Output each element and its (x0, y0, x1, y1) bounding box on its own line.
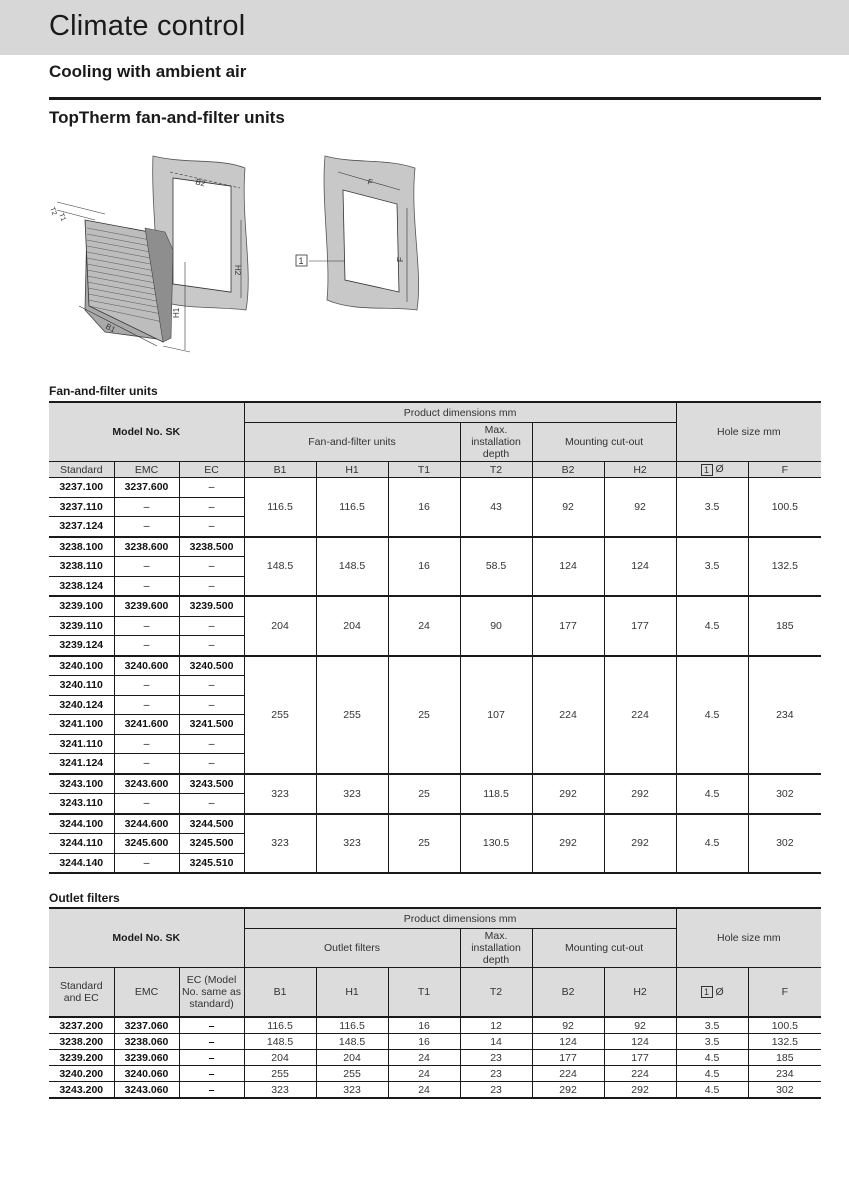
dim-b2: 292 (532, 814, 604, 874)
model-emc: 3238.600 (114, 537, 179, 557)
model-standard: 3244.110 (49, 834, 114, 854)
table-row (49, 1066, 821, 1082)
col-emc: EMC (114, 462, 179, 478)
model-ec: – (179, 557, 244, 577)
dim-h1: 323 (316, 814, 388, 874)
model-standard: 3240.110 (49, 676, 114, 696)
table-row (49, 537, 821, 557)
dim-t1: 24 (388, 596, 460, 656)
outlet-hole-size-header: Hole size mm (676, 908, 821, 968)
dim-f: 132.5 (748, 537, 821, 597)
dim-hole-diameter: 3.5 (676, 1017, 748, 1034)
dim-t1: 16 (388, 537, 460, 597)
dim-t2: 14 (460, 1034, 532, 1050)
dim-b1: 255 (244, 656, 316, 774)
dim-t2: 12 (460, 1017, 532, 1034)
dim-t1: 16 (388, 478, 460, 537)
model-standard: 3241.124 (49, 754, 114, 774)
dim-t2: 118.5 (460, 774, 532, 814)
dim-f: 185 (748, 1050, 821, 1066)
table-row (49, 1050, 821, 1066)
model-ec: 3239.500 (179, 596, 244, 616)
col-t1: T1 (388, 462, 460, 478)
model-ec: – (179, 794, 244, 814)
model-ec: 3244.500 (179, 814, 244, 834)
dim-hole-diameter: 3.5 (676, 478, 748, 537)
model-emc: – (114, 517, 179, 537)
model-ec: – (179, 1082, 244, 1099)
dim-t2: 43 (460, 478, 532, 537)
model-emc: – (114, 695, 179, 715)
model-emc: – (114, 616, 179, 636)
model-ec: – (179, 1066, 244, 1082)
model-emc: 3237.060 (114, 1017, 179, 1034)
model-ec: 3245.510 (179, 853, 244, 873)
dim-b2: 224 (532, 656, 604, 774)
model-ec: – (179, 497, 244, 517)
max-depth-header: Max. installation depth (460, 423, 532, 462)
dim-hole-diameter: 4.5 (676, 656, 748, 774)
col-f: F (748, 462, 821, 478)
dim-h1: 204 (316, 1050, 388, 1066)
dim-f: 185 (748, 596, 821, 656)
outlet-filters-header: Outlet filters (244, 929, 460, 968)
model-emc: 3239.600 (114, 596, 179, 616)
dim-h2: 92 (604, 478, 676, 537)
outlet-col-standard-ec: Standard and EC (49, 968, 114, 1018)
outlet-col-t1: T1 (388, 968, 460, 1018)
dim-h1: 116.5 (316, 478, 388, 537)
dim-h2: 292 (604, 814, 676, 874)
dim-b1: 323 (244, 1082, 316, 1099)
table-row (49, 656, 821, 676)
outlet-col-b1: B1 (244, 968, 316, 1018)
model-ec: – (179, 636, 244, 656)
model-ec: – (179, 734, 244, 754)
dim-h2: 177 (604, 1050, 676, 1066)
dim-t2: 130.5 (460, 814, 532, 874)
model-ec: 3241.500 (179, 715, 244, 735)
model-emc: 3240.060 (114, 1066, 179, 1082)
model-standard: 3240.100 (49, 656, 114, 676)
model-standard: 3237.124 (49, 517, 114, 537)
dim-t2: 23 (460, 1082, 532, 1099)
outlet-table (49, 907, 821, 1099)
col-hole-diameter (676, 462, 748, 478)
model-standard-ec: 3238.200 (49, 1034, 114, 1050)
dim-t1: 16 (388, 1034, 460, 1050)
dim-b2: 124 (532, 1034, 604, 1050)
dim-b1: 204 (244, 596, 316, 656)
label-f-side: F (396, 257, 405, 262)
dim-h1: 323 (316, 774, 388, 814)
model-standard: 3239.124 (49, 636, 114, 656)
model-ec: – (179, 616, 244, 636)
col-standard: Standard (49, 462, 114, 478)
model-standard: 3239.110 (49, 616, 114, 636)
model-standard: 3237.110 (49, 497, 114, 517)
cutout-left (173, 178, 231, 292)
label-t1: T1 (57, 212, 67, 223)
dim-t1: 25 (388, 814, 460, 874)
model-emc: 3244.600 (114, 814, 179, 834)
model-standard: 3241.100 (49, 715, 114, 735)
model-ec: 3238.500 (179, 537, 244, 557)
dim-hole-diameter: 4.5 (676, 1050, 748, 1066)
dim-t2: 90 (460, 596, 532, 656)
outlet-col-hole-diameter (676, 968, 748, 1018)
col-h1: H1 (316, 462, 388, 478)
model-emc: 3243.600 (114, 774, 179, 794)
col-b2: B2 (532, 462, 604, 478)
model-emc: – (114, 734, 179, 754)
dim-h1: 148.5 (316, 537, 388, 597)
dim-f: 132.5 (748, 1034, 821, 1050)
dim-hole-diameter: 4.5 (676, 774, 748, 814)
dim-t1: 16 (388, 1017, 460, 1034)
dim-f: 234 (748, 1066, 821, 1082)
model-emc: – (114, 576, 179, 596)
model-standard: 3243.110 (49, 794, 114, 814)
col-ec: EC (179, 462, 244, 478)
model-standard-ec: 3240.200 (49, 1066, 114, 1082)
model-emc: 3245.600 (114, 834, 179, 854)
model-standard: 3243.100 (49, 774, 114, 794)
label-b1: B1 (104, 321, 117, 335)
model-emc: – (114, 557, 179, 577)
model-ec: – (179, 576, 244, 596)
model-standard-ec: 3237.200 (49, 1017, 114, 1034)
dim-b2: 177 (532, 596, 604, 656)
section-title: TopTherm fan-and-filter units (49, 108, 285, 127)
model-standard: 3237.100 (49, 478, 114, 498)
diameter-symbol: Ø (715, 463, 724, 476)
model-ec: – (179, 478, 244, 498)
dim-h2: 124 (604, 537, 676, 597)
page-title: Climate control (49, 10, 246, 42)
model-standard: 3238.124 (49, 576, 114, 596)
col-h2: H2 (604, 462, 676, 478)
model-standard: 3240.124 (49, 695, 114, 715)
model-standard: 3241.110 (49, 734, 114, 754)
dim-t1: 25 (388, 774, 460, 814)
product-dimensions-header: Product dimensions mm (244, 402, 676, 423)
hole-callout-box: 1 (701, 464, 713, 476)
model-standard: 3238.100 (49, 537, 114, 557)
dim-f: 302 (748, 814, 821, 874)
dim-f: 302 (748, 1082, 821, 1099)
dim-h1: 323 (316, 1082, 388, 1099)
model-standard-ec: 3239.200 (49, 1050, 114, 1066)
model-standard: 3244.140 (49, 853, 114, 873)
dim-h1: 204 (316, 596, 388, 656)
dim-h2: 124 (604, 1034, 676, 1050)
dim-b1: 323 (244, 814, 316, 874)
dim-b2: 124 (532, 537, 604, 597)
header-band (0, 0, 849, 55)
model-ec: – (179, 517, 244, 537)
model-emc: 3240.600 (114, 656, 179, 676)
dim-b1: 148.5 (244, 537, 316, 597)
outlet-col-f: F (748, 968, 821, 1018)
outlet-col-h1: H1 (316, 968, 388, 1018)
model-ec: 3245.500 (179, 834, 244, 854)
dim-hole-diameter: 4.5 (676, 814, 748, 874)
dim-b1: 116.5 (244, 478, 316, 537)
model-emc: 3243.060 (114, 1082, 179, 1099)
model-ec: – (179, 695, 244, 715)
dimension-diagram (45, 150, 445, 365)
dim-h2: 292 (604, 1082, 676, 1099)
table-row (49, 1017, 821, 1034)
outlet-hole-callout-box: 1 (701, 986, 713, 998)
model-standard: 3244.100 (49, 814, 114, 834)
model-emc: – (114, 676, 179, 696)
outlet-product-dimensions-header: Product dimensions mm (244, 908, 676, 929)
model-ec: – (179, 1034, 244, 1050)
dim-h2: 177 (604, 596, 676, 656)
label-h2: H2 (233, 265, 242, 276)
dim-t1: 24 (388, 1066, 460, 1082)
dim-t2: 58.5 (460, 537, 532, 597)
dim-t1: 25 (388, 656, 460, 774)
model-standard: 3239.100 (49, 596, 114, 616)
dim-h1: 255 (316, 656, 388, 774)
model-emc: 3237.600 (114, 478, 179, 498)
dim-hole-diameter: 3.5 (676, 537, 748, 597)
fan-table (49, 401, 821, 874)
outlet-table-caption: Outlet filters (49, 891, 120, 905)
dim-h2: 292 (604, 774, 676, 814)
dim-f: 302 (748, 774, 821, 814)
mounting-header: Mounting cut-out (532, 423, 676, 462)
dim-f: 100.5 (748, 1017, 821, 1034)
dim-hole-diameter: 4.5 (676, 1082, 748, 1099)
model-ec: 3243.500 (179, 774, 244, 794)
section-divider (49, 97, 821, 100)
dim-f: 234 (748, 656, 821, 774)
table-row (49, 1082, 821, 1099)
model-ec: 3240.500 (179, 656, 244, 676)
table-row (49, 1034, 821, 1050)
model-emc: 3241.600 (114, 715, 179, 735)
table-row (49, 774, 821, 794)
outlet-mounting-header: Mounting cut-out (532, 929, 676, 968)
label-b2: B2 (194, 177, 207, 189)
dim-b2: 92 (532, 478, 604, 537)
outlet-col-ec: EC (Model No. same as standard) (179, 968, 244, 1018)
model-emc: – (114, 794, 179, 814)
fan-table-caption: Fan-and-filter units (49, 384, 158, 398)
dim-t2: 23 (460, 1066, 532, 1082)
model-ec: – (179, 1050, 244, 1066)
model-ec: – (179, 676, 244, 696)
dim-t1: 24 (388, 1050, 460, 1066)
col-b1: B1 (244, 462, 316, 478)
dim-b2: 177 (532, 1050, 604, 1066)
dim-hole-diameter: 4.5 (676, 1066, 748, 1082)
model-emc: – (114, 497, 179, 517)
page-subtitle: Cooling with ambient air (49, 62, 247, 81)
dim-b1: 148.5 (244, 1034, 316, 1050)
model-standard: 3238.110 (49, 557, 114, 577)
outlet-col-emc: EMC (114, 968, 179, 1018)
label-t2: T2 (48, 206, 58, 217)
dim-t2: 107 (460, 656, 532, 774)
callout-number: 1 (298, 256, 304, 266)
dim-b1: 323 (244, 774, 316, 814)
model-emc: – (114, 853, 179, 873)
outlet-model-header: Model No. SK (49, 908, 244, 968)
label-h1: H1 (172, 307, 181, 318)
model-emc: 3239.060 (114, 1050, 179, 1066)
dim-hole-diameter: 4.5 (676, 596, 748, 656)
dim-h1: 116.5 (316, 1017, 388, 1034)
outlet-diameter-symbol: Ø (715, 985, 724, 998)
table-row (49, 596, 821, 616)
hole-size-header: Hole size mm (676, 402, 821, 462)
dim-b2: 224 (532, 1066, 604, 1082)
model-header: Model No. SK (49, 402, 244, 462)
outlet-col-b2: B2 (532, 968, 604, 1018)
model-ec: – (179, 1017, 244, 1034)
dim-h2: 224 (604, 1066, 676, 1082)
dim-b2: 92 (532, 1017, 604, 1034)
table-row (49, 814, 821, 834)
fan-units-header: Fan-and-filter units (244, 423, 460, 462)
table-row (49, 478, 821, 498)
label-f-top: F (366, 177, 374, 188)
dim-b2: 292 (532, 1082, 604, 1099)
model-standard-ec: 3243.200 (49, 1082, 114, 1099)
dim-f: 100.5 (748, 478, 821, 537)
dim-h2: 224 (604, 656, 676, 774)
model-emc: 3238.060 (114, 1034, 179, 1050)
dim-b1: 116.5 (244, 1017, 316, 1034)
outlet-col-h2: H2 (604, 968, 676, 1018)
dim-h1: 148.5 (316, 1034, 388, 1050)
dim-t2: 23 (460, 1050, 532, 1066)
dim-b1: 255 (244, 1066, 316, 1082)
outlet-max-depth-header: Max. installation depth (460, 929, 532, 968)
outlet-col-t2: T2 (460, 968, 532, 1018)
dim-h2: 92 (604, 1017, 676, 1034)
dim-t1: 24 (388, 1082, 460, 1099)
model-emc: – (114, 754, 179, 774)
col-t2: T2 (460, 462, 532, 478)
dim-h1: 255 (316, 1066, 388, 1082)
model-emc: – (114, 636, 179, 656)
dim-b1: 204 (244, 1050, 316, 1066)
dim-b2: 292 (532, 774, 604, 814)
dim-hole-diameter: 3.5 (676, 1034, 748, 1050)
model-ec: – (179, 754, 244, 774)
cutout-right (343, 190, 399, 292)
